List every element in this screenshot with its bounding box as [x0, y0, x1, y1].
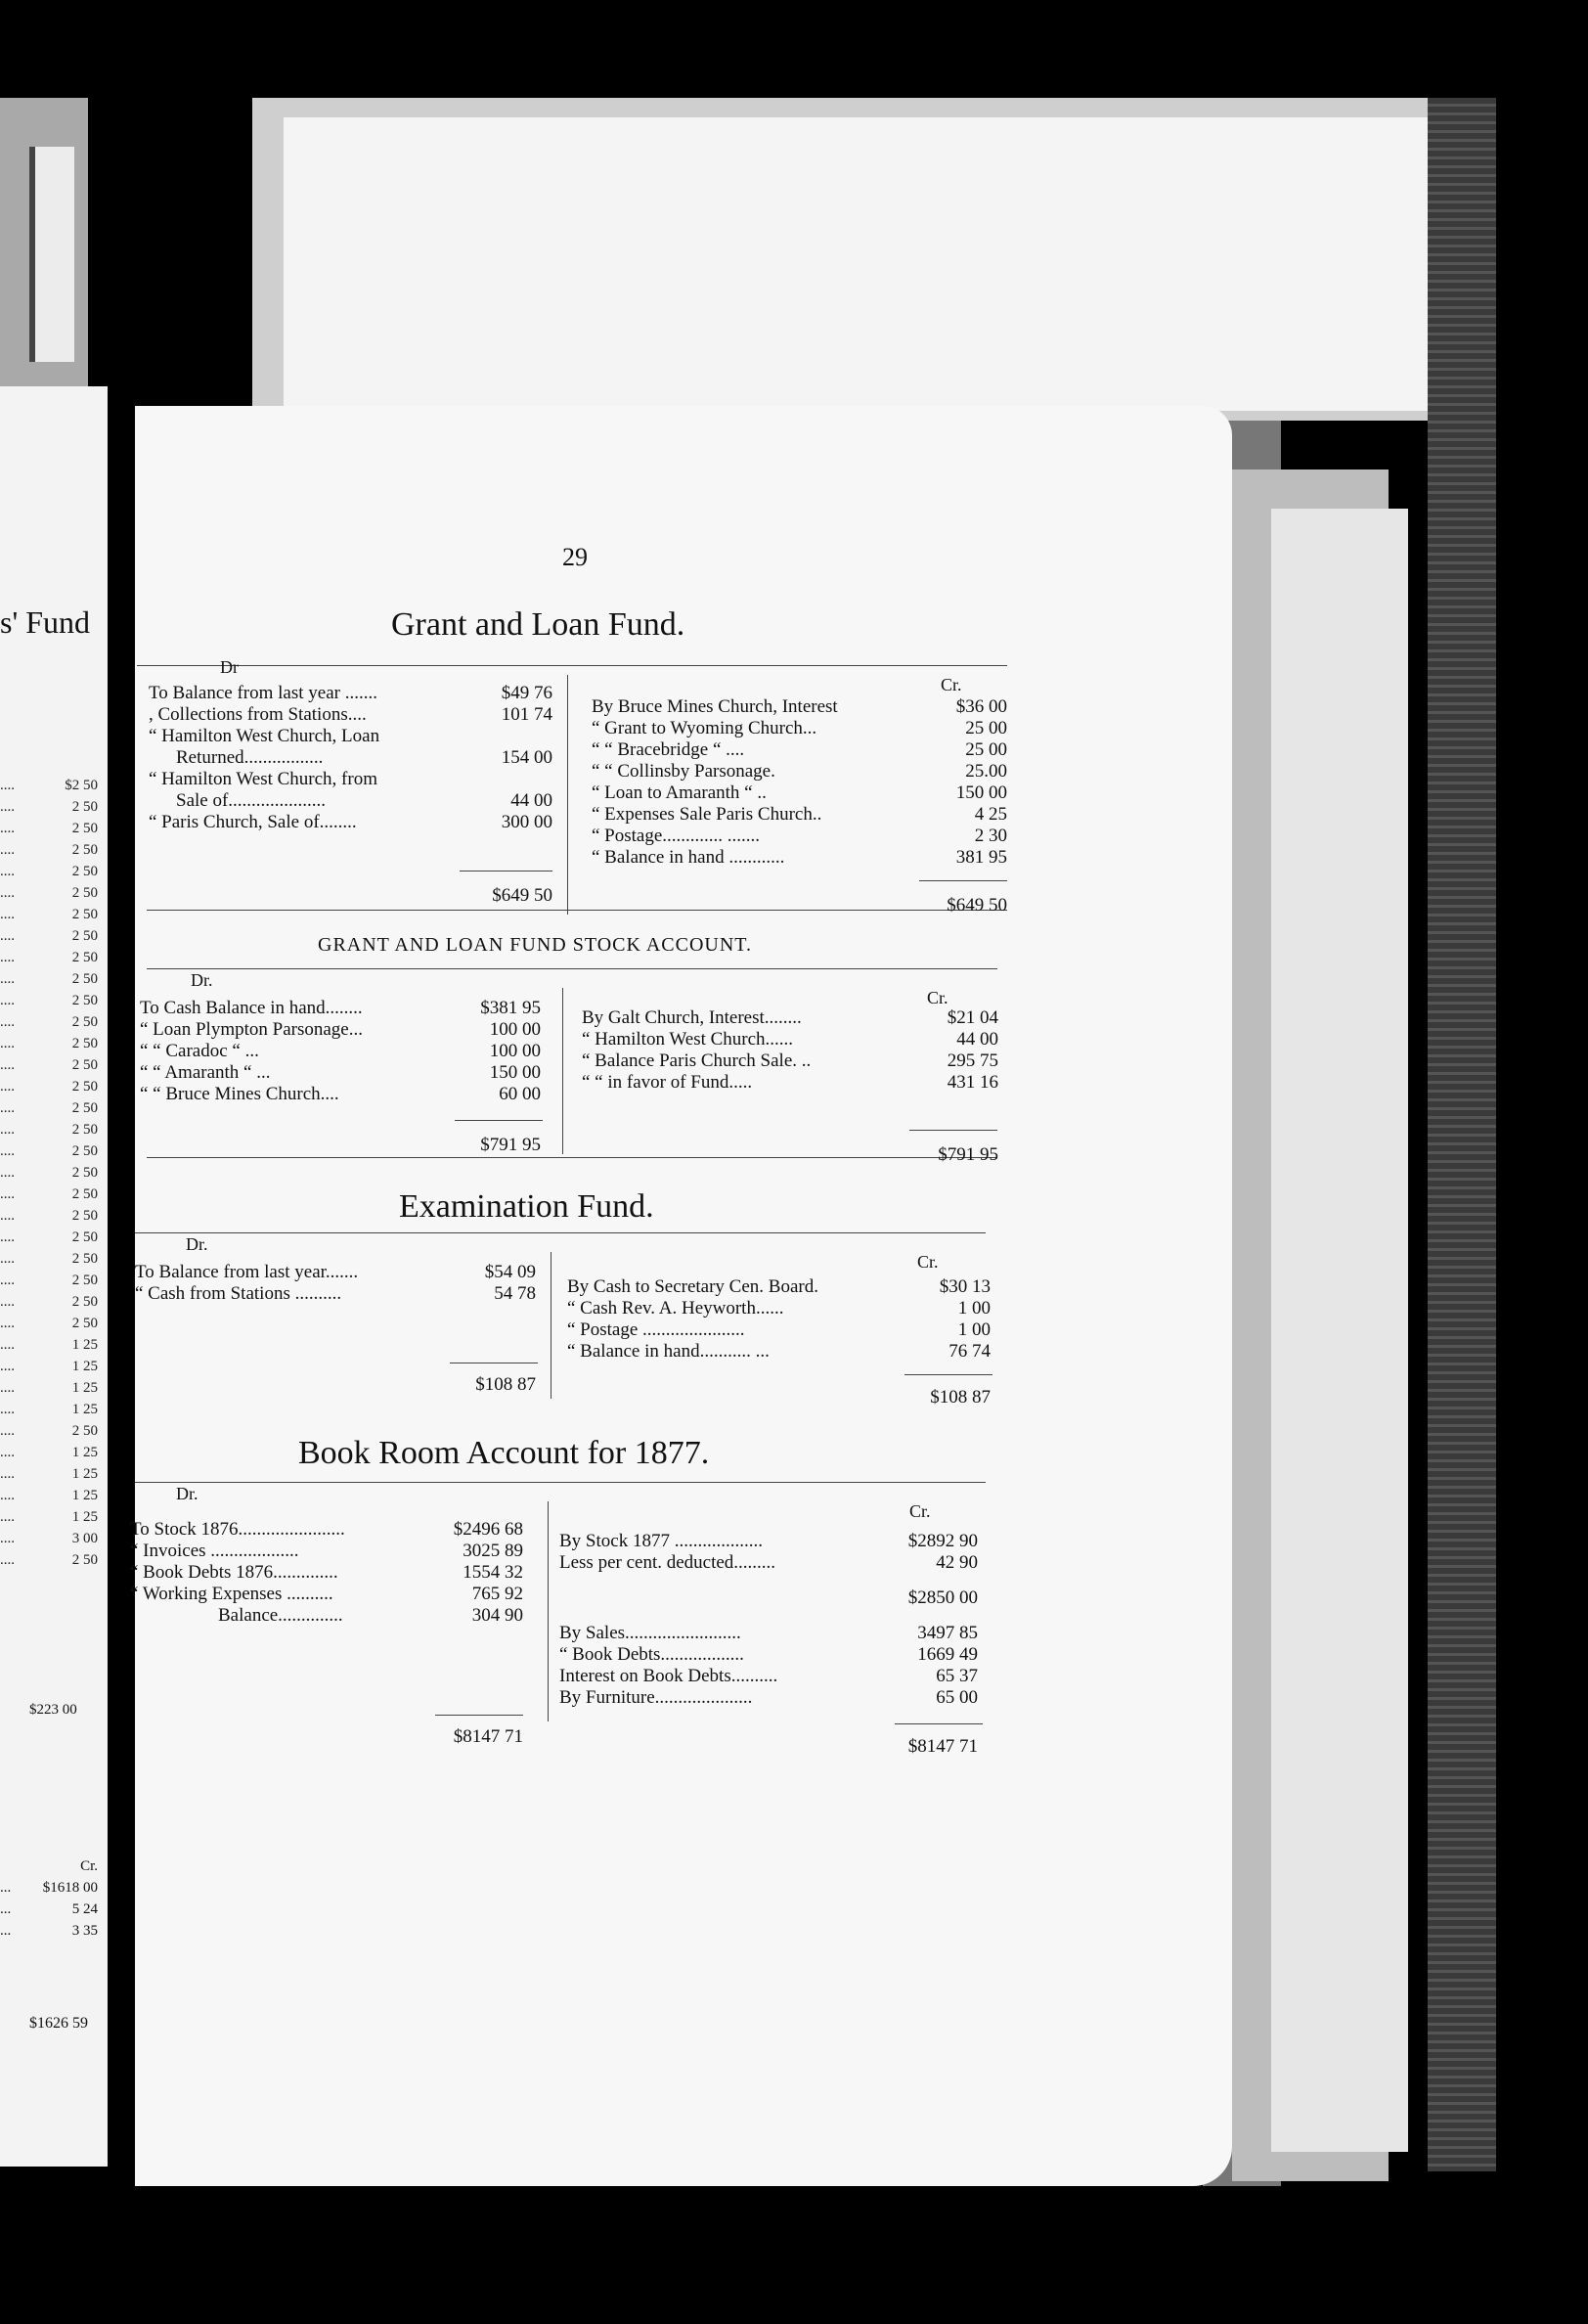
leader-dots: ....: [0, 1531, 15, 1546]
left-amount-row: [0, 1122, 98, 1143]
grant_loan-dr-amount: 101 74: [501, 704, 552, 725]
book_room-cr-text: Interest on Book Debts..........: [559, 1666, 778, 1686]
left-amount-row: [0, 1531, 98, 1552]
grant_loan-dr-amount: $49 76: [501, 683, 552, 703]
leader-dots: ....: [0, 1380, 15, 1396]
leader-dots: ....: [0, 907, 15, 922]
examination-cr-text: By Cash to Secretary Cen. Board.: [567, 1276, 818, 1297]
book-spine-edge: [1428, 98, 1496, 2171]
stock_account-dr-total-rule: [455, 1120, 543, 1121]
leader-dots: ....: [0, 1488, 15, 1503]
left-amount: 2 50: [71, 1143, 98, 1159]
grant_loan-dr-text: To Balance from last year .......: [149, 683, 377, 703]
leader-dots: ....: [0, 1208, 15, 1224]
book_room-dr-text: To Stock 1876.......................: [130, 1519, 345, 1540]
left-amount: 2 50: [71, 864, 98, 879]
grant_loan-dr-text: “ Hamilton West Church, Loan: [149, 726, 380, 746]
stock_account-cr-amount: $21 04: [947, 1007, 998, 1028]
book_room-cr-amount: $2850 00: [907, 1587, 978, 1608]
left-amount: 2 50: [71, 1251, 98, 1267]
left-amount-row: [0, 1079, 98, 1100]
left-page-title: s' Fund: [0, 604, 91, 640]
stock_account-dr-label: Dr.: [191, 970, 213, 990]
left-amount-row: [0, 1552, 98, 1574]
grant_loan-cr-amount: 25.00: [965, 761, 1007, 782]
left-total: $223 00: [29, 1702, 77, 1718]
examination-cr-text: “ Cash Rev. A. Heyworth......: [567, 1298, 784, 1318]
leader-dots: ....: [0, 1445, 15, 1460]
left-amount-row: [0, 778, 98, 799]
grant_loan-cr-total: $649 50: [947, 895, 1007, 916]
left-amount: 2 50: [71, 1122, 98, 1138]
book_room-cr-amount: 3497 85: [917, 1623, 978, 1643]
leader-dots: ....: [0, 1316, 15, 1331]
book_room-cr-total-rule: [895, 1723, 983, 1724]
left-amount: 1 25: [71, 1466, 98, 1482]
stock_account-dr-amount: $381 95: [480, 998, 541, 1018]
leader-dots: ....: [0, 1165, 15, 1181]
leader-dots: ...: [0, 1880, 12, 1896]
book_room-dr-amount: $2496 68: [453, 1519, 523, 1540]
left-amount: 2 50: [71, 885, 98, 901]
leader-dots: ....: [0, 1057, 15, 1073]
stock_account-dr-total: $791 95: [480, 1135, 541, 1155]
leader-dots: ....: [0, 1294, 15, 1310]
examination-cr-amount: 1 00: [957, 1319, 991, 1340]
leader-dots: ....: [0, 864, 15, 879]
leader-dots: ....: [0, 928, 15, 944]
leader-dots: ....: [0, 1509, 15, 1525]
left-amount-row: [0, 1057, 98, 1079]
left-amount: 3 00: [71, 1531, 98, 1546]
stock_account-dr-text: To Cash Balance in hand........: [140, 998, 363, 1018]
left-amount-row: [0, 1143, 98, 1165]
left-cr-amount: 3 35: [71, 1923, 98, 1939]
leader-dots: ....: [0, 1466, 15, 1482]
left-bottom-total: $1626 59: [29, 2015, 88, 2032]
stock_account-cr-amount: 44 00: [956, 1029, 998, 1050]
stock-account-title: GRANT AND LOAN FUND STOCK ACCOUNT.: [318, 934, 753, 956]
grant_loan-dr-text: Returned.................: [176, 747, 324, 768]
book_room-dr-total: $8147 71: [453, 1726, 523, 1747]
left-amount: 2 50: [71, 928, 98, 944]
book_room-cr-label: Cr.: [909, 1501, 931, 1521]
examination-cr-amount: 1 00: [957, 1298, 991, 1318]
grant_loan-dr-text: Sale of.....................: [176, 790, 327, 811]
stock_account-cr-label: Cr.: [927, 988, 948, 1007]
left-binding-tab: [29, 147, 74, 362]
left-amount-row: [0, 1251, 98, 1273]
left-amount: 2 50: [71, 1014, 98, 1030]
left-cr-label: Cr.: [80, 1858, 98, 1874]
left-cr-row: [0, 1880, 98, 1901]
left-amount-row: [0, 1100, 98, 1122]
book_room-cr-amount: 42 90: [936, 1552, 978, 1573]
stock_account-dr-text: “ “ Bruce Mines Church....: [140, 1084, 339, 1104]
left-amount: 2 50: [71, 1208, 98, 1224]
examination-cr-amount: 76 74: [948, 1341, 991, 1362]
stock_account-cr-total-rule: [909, 1130, 997, 1131]
left-amount-row: [0, 1423, 98, 1445]
book_room-dr-text: “ Book Debts 1876..............: [130, 1562, 338, 1583]
left-amount-row: [0, 1359, 98, 1380]
left-amount-row: [0, 1273, 98, 1294]
left-amount: 1 25: [71, 1509, 98, 1525]
stock_account-cr-text: “ Balance Paris Church Sale. ..: [582, 1050, 812, 1071]
book_room-cr-amount: 65 00: [936, 1687, 978, 1708]
stock_account-divider: [562, 988, 563, 1154]
left-amount: 2 50: [71, 1186, 98, 1202]
stock_account-cr-total: $791 95: [938, 1144, 998, 1165]
left-amount-row: [0, 885, 98, 907]
grant_loan-divider: [567, 675, 568, 915]
book_room-dr-amount: 1554 32: [463, 1562, 523, 1583]
book_room-cr-text: “ Book Debts..................: [559, 1644, 744, 1665]
grant_loan-cr-text: “ Balance in hand ............: [592, 847, 785, 868]
examination-cr-amount: $30 13: [939, 1276, 991, 1297]
leader-dots: ....: [0, 1402, 15, 1417]
grant_loan-cr-text: “ Expenses Sale Paris Church..: [592, 804, 822, 825]
leader-dots: ....: [0, 1337, 15, 1353]
left-amount-row: [0, 1036, 98, 1057]
leader-dots: ....: [0, 950, 15, 965]
grant_loan-dr-total-rule: [460, 871, 552, 872]
left-amount: 1 25: [71, 1445, 98, 1460]
left-amount-row: [0, 907, 98, 928]
leader-dots: ....: [0, 1251, 15, 1267]
left-amount: 2 50: [71, 842, 98, 858]
leader-dots: ....: [0, 1100, 15, 1116]
left-amount-row: [0, 1488, 98, 1509]
leader-dots: ....: [0, 1122, 15, 1138]
book_room-dr-amount: 304 90: [471, 1605, 523, 1626]
stock_account-cr-amount: 295 75: [947, 1050, 998, 1071]
left-amount-row: [0, 864, 98, 885]
book_room-dr-amount: 765 92: [471, 1584, 523, 1604]
stock_account-bottom-rule: [147, 1157, 997, 1158]
examination-cr-text: “ Postage ......................: [567, 1319, 745, 1340]
examination-cr-text: “ Balance in hand........... ...: [567, 1341, 770, 1362]
book_room-cr-amount: $2892 90: [907, 1531, 978, 1551]
grant_loan-cr-text: “ “ Collinsby Parsonage.: [592, 761, 775, 782]
leader-dots: ....: [0, 821, 15, 836]
leader-dots: ....: [0, 1036, 15, 1051]
left-amount-row: [0, 1445, 98, 1466]
examination-dr-label: Dr.: [186, 1234, 208, 1254]
left-amount-row: [0, 842, 98, 864]
stock_account-cr-text: “ Hamilton West Church......: [582, 1029, 794, 1050]
left-cr-block: [0, 1858, 98, 1944]
grant_loan-top-rule: [137, 665, 1007, 666]
left-amount-row: [0, 1316, 98, 1337]
stock_account-dr-text: “ “ Amaranth “ ...: [140, 1062, 271, 1083]
grant_loan-cr-amount: 25 00: [965, 739, 1007, 760]
page-stack-torn: [1271, 509, 1408, 2152]
stock_account-dr-amount: 60 00: [499, 1084, 541, 1104]
grant_loan-cr-text: “ Postage............. .......: [592, 826, 761, 846]
book_room-cr-text: By Sales.........................: [559, 1623, 741, 1643]
grant_loan-cr-amount: 25 00: [965, 718, 1007, 738]
left-amount: 1 25: [71, 1488, 98, 1503]
left-cr-rows: [0, 1880, 98, 1944]
left-amount: 2 50: [71, 1552, 98, 1568]
left-amount-row: [0, 799, 98, 821]
examination-cr-total-rule: [904, 1374, 992, 1375]
left-amount: 2 50: [71, 950, 98, 965]
left-amount: 2 50: [71, 971, 98, 987]
left-amount: 1 25: [71, 1359, 98, 1374]
left-amount: $2 50: [65, 778, 98, 793]
left-amount: 2 50: [71, 993, 98, 1008]
page-number: 29: [562, 543, 588, 571]
examination-cr-total: $108 87: [930, 1387, 991, 1408]
stock_account-dr-amount: 150 00: [489, 1062, 541, 1083]
grant_loan-dr-total: $649 50: [492, 885, 552, 906]
left-amount-row: [0, 1165, 98, 1186]
leader-dots: ...: [0, 1901, 12, 1917]
leader-dots: ....: [0, 1079, 15, 1095]
left-amount-row: [0, 1186, 98, 1208]
book-room-title: Book Room Account for 1877.: [298, 1435, 710, 1471]
leader-dots: ....: [0, 778, 15, 793]
book_room-top-rule: [135, 1482, 986, 1483]
left-amount-row: [0, 1294, 98, 1316]
leader-dots: ....: [0, 799, 15, 815]
leader-dots: ....: [0, 1186, 15, 1202]
examination-dr-text: “ Cash from Stations ..........: [135, 1283, 342, 1304]
grant_loan-dr-text: , Collections from Stations....: [149, 704, 367, 725]
left-cr-amount: 5 24: [71, 1901, 98, 1917]
left-amount: 2 50: [71, 1165, 98, 1181]
left-amount: 2 50: [71, 1294, 98, 1310]
grant_loan-cr-amount: 2 30: [974, 826, 1007, 846]
book_room-dr-amount: 3025 89: [463, 1541, 523, 1561]
grant_loan-dr-amount: 300 00: [501, 812, 552, 832]
grant_loan-cr-amount: 150 00: [955, 782, 1007, 803]
grant_loan-cr-text: “ Grant to Wyoming Church...: [592, 718, 817, 738]
leader-dots: ....: [0, 1143, 15, 1159]
grant_loan-cr-text: By Bruce Mines Church, Interest: [592, 696, 838, 717]
grant_loan-dr-label: Dr: [220, 657, 239, 677]
leader-dots: ....: [0, 1229, 15, 1245]
left-amount: 2 50: [71, 1316, 98, 1331]
stock_account-dr-amount: 100 00: [489, 1019, 541, 1040]
book_room-cr-text: By Furniture.....................: [559, 1687, 753, 1708]
grant_loan-cr-total-rule: [919, 880, 1007, 881]
left-amount: 2 50: [71, 1423, 98, 1439]
left-amount: 2 50: [71, 1229, 98, 1245]
flyleaf: [284, 117, 1437, 411]
stock_account-top-rule: [147, 968, 997, 969]
left-amount-row: [0, 1509, 98, 1531]
grant_loan-dr-amount: 44 00: [510, 790, 552, 811]
leader-dots: ....: [0, 1552, 15, 1568]
left-amount-row: [0, 993, 98, 1014]
book_room-cr-amount: 65 37: [936, 1666, 978, 1686]
leader-dots: ...: [0, 1923, 12, 1939]
grant_loan-cr-text: “ Loan to Amaranth “ ..: [592, 782, 767, 803]
examination-dr-amount: $54 09: [484, 1262, 536, 1282]
examination-dr-amount: 54 78: [494, 1283, 536, 1304]
leader-dots: ....: [0, 1359, 15, 1374]
left-amount-row: [0, 1402, 98, 1423]
grant_loan-cr-amount: 4 25: [974, 804, 1007, 825]
left-amount: 2 50: [71, 1079, 98, 1095]
left-amount: 1 25: [71, 1380, 98, 1396]
left-amount: 2 50: [71, 907, 98, 922]
grant_loan-dr-text: “ Hamilton West Church, from: [149, 769, 377, 789]
book_room-cr-total: $8147 71: [907, 1736, 978, 1757]
examination-dr-text: To Balance from last year.......: [135, 1262, 359, 1282]
book_room-dr-text: “ Invoices ...................: [130, 1541, 299, 1561]
stock_account-cr-text: “ “ in favor of Fund.....: [582, 1072, 753, 1093]
stock_account-dr-text: “ Loan Plympton Parsonage...: [140, 1019, 363, 1040]
leader-dots: ....: [0, 1014, 15, 1030]
left-amount: 2 50: [71, 1057, 98, 1073]
left-amounts-column: [0, 778, 98, 1574]
left-amount-row: [0, 1208, 98, 1229]
left-amount-row: [0, 1337, 98, 1359]
left-amount-row: [0, 1466, 98, 1488]
leader-dots: ....: [0, 1423, 15, 1439]
examination-cr-label: Cr.: [917, 1252, 939, 1272]
left-amount-row: [0, 821, 98, 842]
left-cr-row: [0, 1901, 98, 1923]
left-amount-row: [0, 1380, 98, 1402]
book_room-dr-label: Dr.: [176, 1484, 198, 1503]
left-amount: 1 25: [71, 1402, 98, 1417]
left-cr-row: [0, 1923, 98, 1944]
grant_loan-cr-label: Cr.: [941, 675, 962, 694]
examination-dr-total: $108 87: [475, 1374, 536, 1395]
left-amount: 2 50: [71, 1100, 98, 1116]
grant_loan-cr-amount: $36 00: [955, 696, 1007, 717]
book_room-cr-text: Less per cent. deducted.........: [559, 1552, 776, 1573]
left-amount-row: [0, 950, 98, 971]
examination-top-rule: [135, 1232, 986, 1233]
book_room-dr-text: “ Working Expenses ..........: [130, 1584, 333, 1604]
left-amount-row: [0, 971, 98, 993]
leader-dots: ....: [0, 971, 15, 987]
left-amount-row: [0, 1014, 98, 1036]
stock_account-cr-text: By Galt Church, Interest........: [582, 1007, 802, 1028]
left-amount: 2 50: [71, 1036, 98, 1051]
stock_account-cr-amount: 431 16: [947, 1072, 998, 1093]
leader-dots: ....: [0, 993, 15, 1008]
grant_loan-dr-text: “ Paris Church, Sale of........: [149, 812, 357, 832]
book_room-dr-total-rule: [435, 1715, 523, 1716]
grant_loan-cr-amount: 381 95: [955, 847, 1007, 868]
stock_account-dr-amount: 100 00: [489, 1041, 541, 1061]
leader-dots: ....: [0, 1273, 15, 1288]
left-amount-row: [0, 1229, 98, 1251]
left-amount: 1 25: [71, 1337, 98, 1353]
left-amount-row: [0, 928, 98, 950]
examination-title: Examination Fund.: [399, 1188, 654, 1225]
left-cr-amount: $1618 00: [42, 1880, 98, 1896]
leader-dots: ....: [0, 885, 15, 901]
leader-dots: ....: [0, 842, 15, 858]
grant_loan-dr-amount: 154 00: [501, 747, 552, 768]
grant_loan-cr-text: “ “ Bracebridge “ ....: [592, 739, 745, 760]
left-amount: 2 50: [71, 799, 98, 815]
grant-loan-title: Grant and Loan Fund.: [391, 606, 685, 643]
left-amount: 2 50: [71, 821, 98, 836]
grant_loan-bottom-rule: [147, 910, 1007, 911]
book_room-cr-amount: 1669 49: [917, 1644, 978, 1665]
book_room-dr-text: Balance..............: [218, 1605, 343, 1626]
left-amount: 2 50: [71, 1273, 98, 1288]
book_room-divider: [548, 1501, 549, 1721]
stock_account-dr-text: “ “ Caradoc “ ...: [140, 1041, 259, 1061]
book_room-cr-text: By Stock 1877 ...................: [559, 1531, 763, 1551]
